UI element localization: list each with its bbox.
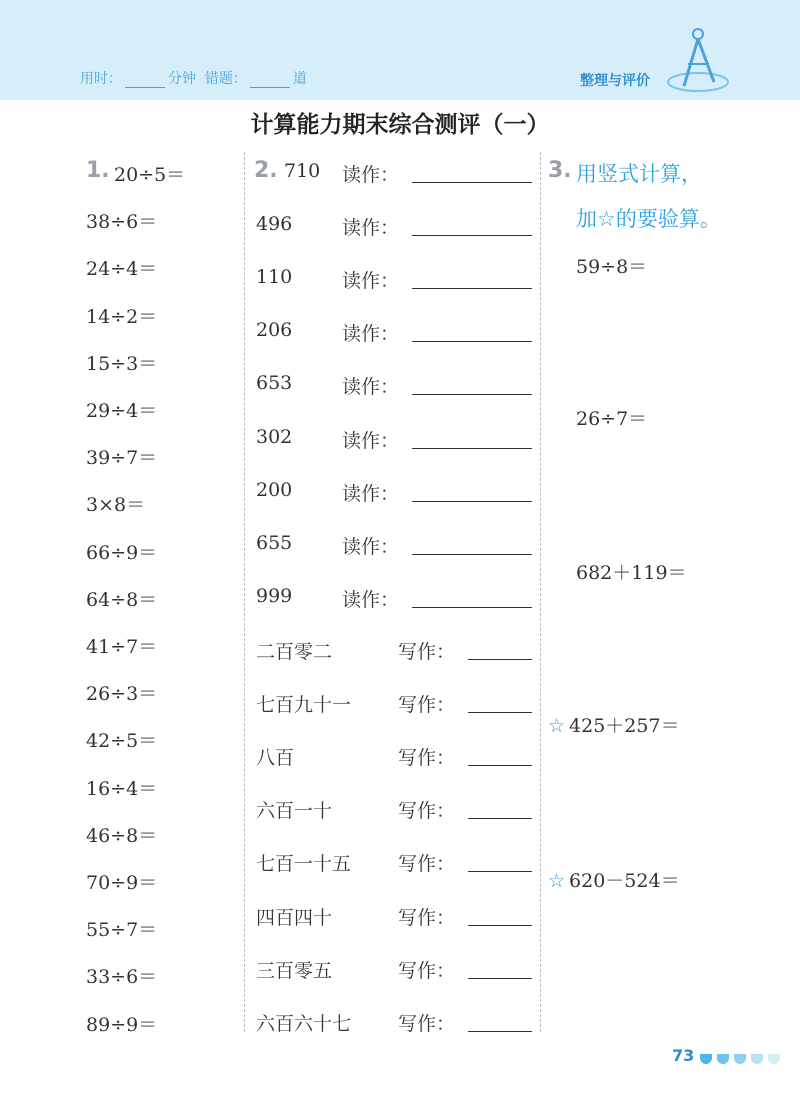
page-dot (768, 1054, 780, 1064)
read-number: 710 (284, 160, 321, 182)
write-answer-blank[interactable] (468, 765, 532, 766)
star-icon: ☆ (548, 870, 566, 892)
page-dot (734, 1054, 746, 1064)
division-problem: 3×8＝ (86, 494, 146, 517)
problem-text: 620－524＝ (569, 870, 680, 892)
section-3-instruction-line2: 加☆的要验算。 (576, 207, 721, 231)
read-number: 206 (256, 319, 293, 342)
write-words: 八百 (256, 747, 295, 770)
read-label: 读作： (342, 588, 400, 611)
section-3-instruction-line1: 用竖式计算， (576, 162, 702, 186)
write-label: 写作： (398, 747, 456, 770)
read-label: 读作： (342, 535, 400, 558)
division-problem: 16÷4＝ (86, 777, 158, 800)
star-icon: ☆ (548, 715, 566, 737)
read-number: 110 (256, 266, 293, 289)
time-unit: 分钟 (168, 71, 196, 87)
page-dot (751, 1054, 763, 1064)
write-words: 二百零二 (256, 641, 333, 663)
read-label: 读作： (342, 270, 400, 293)
vertical-calc-problem (576, 558, 687, 585)
section-3-number: 3. (548, 158, 572, 183)
read-answer-blank[interactable] (412, 182, 532, 183)
timer-line (80, 68, 307, 88)
errors-blank[interactable] (250, 73, 290, 88)
division-problem: 20÷5＝ (114, 164, 186, 186)
read-answer-blank[interactable] (412, 607, 532, 608)
write-words: 七百一十五 (256, 853, 352, 876)
write-answer-blank[interactable] (468, 1031, 532, 1032)
problem-text: 59÷8＝ (576, 256, 648, 278)
read-label: 读作： (342, 217, 400, 240)
write-label: 写作： (398, 641, 456, 663)
compass-icon (662, 24, 734, 96)
read-label: 读作： (342, 429, 400, 452)
write-words: 四百四十 (256, 906, 333, 929)
write-answer-blank[interactable] (468, 659, 532, 660)
page-dot (717, 1054, 729, 1064)
read-label: 读作： (342, 323, 400, 346)
division-problem: 39÷7＝ (86, 447, 158, 470)
division-problem: 29÷4＝ (86, 400, 158, 422)
read-answer-blank[interactable] (412, 394, 532, 395)
read-label: 读作： (342, 164, 400, 186)
division-problem: 42÷5＝ (86, 730, 158, 753)
read-number: 653 (256, 372, 293, 395)
read-number: 655 (256, 531, 293, 554)
division-problem: 15÷3＝ (86, 352, 158, 375)
read-number: 999 (256, 584, 293, 607)
division-problem: 24÷4＝ (86, 258, 158, 281)
read-answer-blank[interactable] (412, 448, 532, 449)
write-words: 三百零五 (256, 959, 333, 982)
verify-problem (548, 866, 680, 893)
page-dots (700, 1049, 785, 1068)
division-problem: 38÷6＝ (86, 211, 158, 234)
time-blank[interactable] (125, 73, 165, 88)
division-problem: 89÷9＝ (86, 1013, 158, 1036)
write-answer-blank[interactable] (468, 925, 532, 926)
errors-label: 错题： (204, 71, 247, 87)
division-problem: 66÷9＝ (86, 541, 158, 564)
write-label: 写作： (398, 800, 456, 823)
read-answer-blank[interactable] (412, 341, 532, 342)
verify-problem (548, 711, 680, 738)
problem-text: 425＋257＝ (569, 715, 680, 737)
vertical-calc-problem (576, 404, 647, 431)
division-problem: 26÷3＝ (86, 683, 158, 706)
division-problem: 14÷2＝ (86, 305, 158, 328)
write-answer-blank[interactable] (468, 712, 532, 713)
read-label: 读作： (342, 482, 400, 505)
write-words: 六百一十 (256, 800, 333, 823)
column-divider-1 (244, 152, 245, 1032)
read-number: 496 (256, 213, 293, 236)
read-answer-blank[interactable] (412, 554, 532, 555)
write-label: 写作： (398, 959, 456, 982)
section-2-number: 2. (254, 158, 278, 183)
read-answer-blank[interactable] (412, 288, 532, 289)
division-problem: 41÷7＝ (86, 636, 158, 658)
page-number: 73 (672, 1046, 695, 1065)
time-label: 用时： (80, 71, 122, 87)
column-divider-2 (540, 152, 541, 1032)
write-label: 写作： (398, 1012, 456, 1035)
problem-text: 26÷7＝ (576, 408, 648, 430)
errors-unit: 道 (292, 71, 307, 87)
section-1-number: 1. (86, 158, 110, 183)
read-answer-blank[interactable] (412, 235, 532, 236)
write-label: 写作： (398, 853, 456, 876)
read-number: 302 (256, 425, 293, 448)
division-problem: 70÷9＝ (86, 872, 158, 894)
section-tag: 整理与评价 (580, 73, 650, 89)
division-problem: 33÷6＝ (86, 966, 158, 989)
page-title: 计算能力期末综合测评（一） (250, 112, 550, 138)
division-problem: 55÷7＝ (86, 919, 158, 942)
page-dot (700, 1054, 712, 1064)
read-number: 200 (256, 478, 293, 501)
division-problem: 46÷8＝ (86, 824, 158, 847)
problem-text: 682＋119＝ (576, 562, 687, 584)
write-answer-blank[interactable] (468, 818, 532, 819)
write-label: 写作： (398, 694, 456, 717)
vertical-calc-problem (576, 252, 647, 279)
write-words: 七百九十一 (256, 694, 352, 717)
write-label: 写作： (398, 906, 456, 929)
read-answer-blank[interactable] (412, 501, 532, 502)
division-problem: 64÷8＝ (86, 588, 158, 611)
read-label: 读作： (342, 376, 400, 399)
write-words: 六百六十七 (256, 1012, 352, 1035)
write-answer-blank[interactable] (468, 978, 532, 979)
write-answer-blank[interactable] (468, 871, 532, 872)
